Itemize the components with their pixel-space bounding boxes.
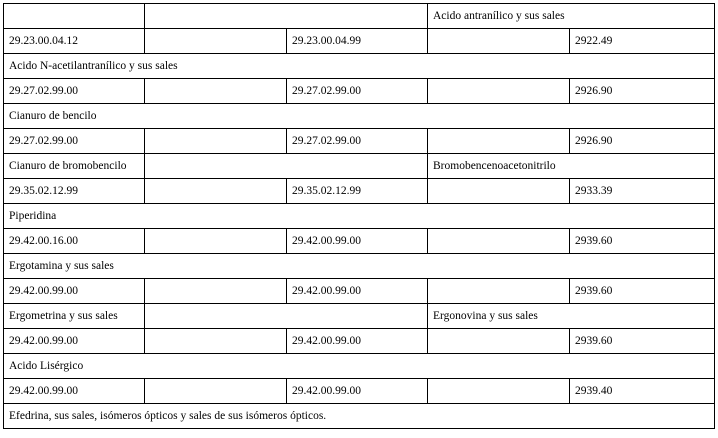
product-synonym-cell: Ergonovina y sus sales: [428, 304, 715, 329]
table-row: [4, 29, 715, 54]
empty-cell: [145, 329, 287, 354]
empty-cell: [428, 129, 570, 154]
table-row: [4, 229, 715, 254]
code-cell: 29.42.00.99.00: [287, 379, 428, 404]
code-cell: 29.27.02.99.00: [287, 129, 428, 154]
tariff-code-cell: 2933.39: [570, 179, 715, 204]
product-name-cell: [4, 4, 145, 29]
empty-cell: [145, 304, 428, 329]
code-cell: 29.42.00.99.00: [4, 329, 145, 354]
empty-cell: [428, 79, 570, 104]
table-row: [4, 354, 715, 379]
empty-cell: [428, 229, 570, 254]
table-row: [4, 204, 715, 229]
code-cell: 29.35.02.12.99: [287, 179, 428, 204]
empty-cell: [145, 79, 287, 104]
empty-cell: [428, 279, 570, 304]
empty-cell: [428, 179, 570, 204]
table-row: [4, 54, 715, 79]
table-row: [4, 404, 715, 429]
product-name-cell: Piperidina: [4, 204, 715, 229]
tariff-table: [3, 3, 715, 429]
tariff-code-cell: 2926.90: [570, 129, 715, 154]
tariff-code-cell: 2939.60: [570, 279, 715, 304]
tariff-table-body: [4, 4, 715, 429]
empty-cell: [428, 379, 570, 404]
code-cell: 29.42.00.99.00: [4, 379, 145, 404]
empty-cell: [145, 4, 428, 29]
code-cell: 29.27.02.99.00: [4, 129, 145, 154]
code-cell: 29.27.02.99.00: [287, 79, 428, 104]
code-cell: 29.42.00.16.00: [4, 229, 145, 254]
table-row: [4, 179, 715, 204]
product-synonym-cell: Acido antranílico y sus sales: [428, 4, 715, 29]
table-row: [4, 329, 715, 354]
empty-cell: [145, 154, 428, 179]
tariff-code-cell: 2922.49: [570, 29, 715, 54]
tariff-code-cell: 2939.40: [570, 379, 715, 404]
empty-cell: [145, 279, 287, 304]
product-name-cell: Acido N-acetilantranílico y sus sales: [4, 54, 715, 79]
empty-cell: [145, 129, 287, 154]
code-cell: 29.42.00.99.00: [4, 279, 145, 304]
empty-cell: [145, 379, 287, 404]
tariff-code-cell: 2939.60: [570, 229, 715, 254]
product-synonym-cell: Bromobencenoacetonitrilo: [428, 154, 715, 179]
product-name-cell: Ergometrina y sus sales: [4, 304, 145, 329]
tariff-code-cell: 2939.60: [570, 329, 715, 354]
table-row: [4, 154, 715, 179]
table-row: [4, 129, 715, 154]
product-name-cell: Acido Lisérgico: [4, 354, 715, 379]
code-cell: 29.27.02.99.00: [4, 79, 145, 104]
table-row: [4, 254, 715, 279]
product-name-cell: Ergotamina y sus sales: [4, 254, 715, 279]
table-row: [4, 379, 715, 404]
product-name-cell: Cianuro de bencilo: [4, 104, 715, 129]
table-row: [4, 279, 715, 304]
code-cell: 29.35.02.12.99: [4, 179, 145, 204]
code-cell: 29.23.00.04.99: [287, 29, 428, 54]
product-name-cell: Efedrina, sus sales, isómeros ópticos y sales de sus isómeros ópticos.: [4, 404, 715, 429]
code-cell: 29.23.00.04.12: [4, 29, 145, 54]
empty-cell: [428, 29, 570, 54]
table-row: [4, 79, 715, 104]
empty-cell: [145, 179, 287, 204]
product-name-cell: Cianuro de bromobencilo: [4, 154, 145, 179]
table-row: [4, 4, 715, 29]
code-cell: 29.42.00.99.00: [287, 279, 428, 304]
code-cell: 29.42.00.99.00: [287, 229, 428, 254]
code-cell: 29.42.00.99.00: [287, 329, 428, 354]
tariff-code-cell: 2926.90: [570, 79, 715, 104]
empty-cell: [145, 29, 287, 54]
empty-cell: [145, 229, 287, 254]
empty-cell: [428, 329, 570, 354]
table-row: [4, 304, 715, 329]
table-row: [4, 104, 715, 129]
